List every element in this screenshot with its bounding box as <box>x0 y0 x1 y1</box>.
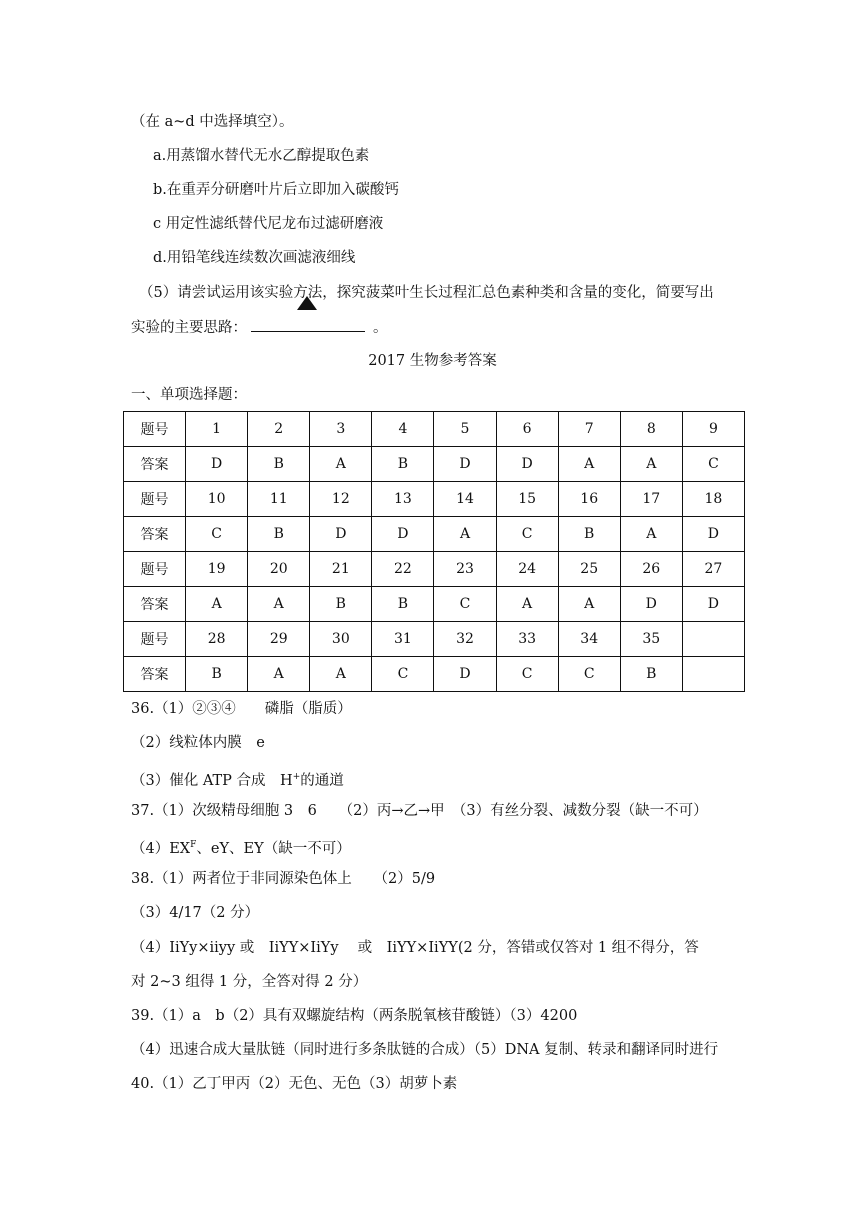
table-cell: 14 <box>434 482 496 517</box>
table-cell: 24 <box>496 552 558 587</box>
answer-36-line3 <box>131 767 344 791</box>
answer-37-line2-text: （4）EX <box>131 840 191 857</box>
table-cell: 35 <box>620 622 682 657</box>
table-cell: D <box>434 447 496 482</box>
table-row <box>124 587 745 622</box>
table-cell: B <box>620 657 682 692</box>
table-cell: 17 <box>620 482 682 517</box>
table-row <box>124 482 745 517</box>
table-cell: B <box>248 517 310 552</box>
option-a: a.用蒸馏水替代无水乙醇提取色素 <box>153 148 370 164</box>
table-cell: 20 <box>248 552 310 587</box>
table-cell: C <box>558 657 620 692</box>
row-header-cell: 答案 <box>124 587 186 622</box>
table-cell <box>682 657 744 692</box>
question-5-suffix: 。 <box>373 320 388 336</box>
row-header-cell: 答案 <box>124 657 186 692</box>
table-cell: 1 <box>186 412 248 447</box>
table-cell: 32 <box>434 622 496 657</box>
table-cell: D <box>682 517 744 552</box>
table-cell: 2 <box>248 412 310 447</box>
table-row <box>124 517 745 552</box>
table-cell: A <box>558 587 620 622</box>
row-header-cell: 题号 <box>124 622 186 657</box>
table-cell: A <box>496 587 558 622</box>
option-c: c 用定性滤纸替代尼龙布过滤研磨液 <box>153 216 384 232</box>
table-cell: A <box>248 587 310 622</box>
table-cell: A <box>310 447 372 482</box>
table-row <box>124 447 745 482</box>
table-cell: A <box>434 517 496 552</box>
option-d: d.用铅笔线连续数次画滤液细线 <box>153 250 356 266</box>
row-header-cell: 答案 <box>124 517 186 552</box>
row-header-cell: 题号 <box>124 552 186 587</box>
answer-37-line2-tail: 、eY、EY（缺一不可） <box>196 840 351 857</box>
answer-40-line1: 40.（1）乙丁甲丙（2）无色、无色（3）胡萝卜素 <box>131 1076 458 1092</box>
table-cell: C <box>496 657 558 692</box>
table-cell: C <box>496 517 558 552</box>
table-cell: B <box>310 587 372 622</box>
row-header-cell: 题号 <box>124 482 186 517</box>
table-cell: D <box>496 447 558 482</box>
table-cell: 18 <box>682 482 744 517</box>
table-cell: A <box>558 447 620 482</box>
table-cell: D <box>372 517 434 552</box>
table-cell: A <box>310 657 372 692</box>
question-5-line2 <box>131 317 388 338</box>
table-cell: 21 <box>310 552 372 587</box>
table-cell: B <box>372 587 434 622</box>
table-cell: C <box>682 447 744 482</box>
answer-table <box>123 411 745 692</box>
superscript: F <box>190 840 197 850</box>
table-cell: A <box>186 587 248 622</box>
table-cell: D <box>620 587 682 622</box>
answer-38-line4: 对 2~3 组得 1 分，全答对得 2 分） <box>131 974 368 990</box>
answer-37-line2 <box>131 835 351 859</box>
table-cell: 11 <box>248 482 310 517</box>
answer-36-line2: （2）线粒体内膜 e <box>131 735 265 751</box>
table-cell: 12 <box>310 482 372 517</box>
table-cell: 26 <box>620 552 682 587</box>
table-cell: A <box>620 517 682 552</box>
table-cell: 10 <box>186 482 248 517</box>
table-cell: 30 <box>310 622 372 657</box>
question-5-prefix: 实验的主要思路： <box>131 320 247 336</box>
table-cell: A <box>620 447 682 482</box>
row-header-cell: 题号 <box>124 412 186 447</box>
answer-38-line2: （3）4/17（2 分） <box>131 905 260 921</box>
answer-38-line3: （4）IiYy×iiyy 或 IiYY×IiYy 或 IiYY×IiYY(2 分，答错或仅答对 1 组不得分，答 <box>131 940 699 956</box>
table-cell: 4 <box>372 412 434 447</box>
table-cell: B <box>186 657 248 692</box>
question-prompt: （在 a~d 中选择填空）。 <box>131 114 294 130</box>
table-cell: 22 <box>372 552 434 587</box>
table-cell: D <box>186 447 248 482</box>
triangle-marker-icon <box>297 296 317 310</box>
table-cell <box>682 622 744 657</box>
answer-title: 2017 生物参考答案 <box>368 353 497 369</box>
answer-36-line1: 36.（1）②③④ 磷脂（脂质） <box>131 701 352 717</box>
table-row <box>124 657 745 692</box>
table-cell: D <box>682 587 744 622</box>
table-cell: 16 <box>558 482 620 517</box>
section-title: 一、单项选择题： <box>131 387 247 403</box>
table-cell: C <box>186 517 248 552</box>
table-cell: B <box>558 517 620 552</box>
answer-39-line2: （4）迅速合成大量肽链（同时进行多条肽链的合成）（5）DNA 复制、转录和翻译同时进行 <box>131 1042 719 1058</box>
table-row <box>124 552 745 587</box>
table-cell: 9 <box>682 412 744 447</box>
table-cell: 3 <box>310 412 372 447</box>
table-cell: C <box>434 587 496 622</box>
table-cell: 13 <box>372 482 434 517</box>
answer-39-line1: 39.（1）a b（2）具有双螺旋结构（两条脱氧核苷酸链）（3）4200 <box>131 1008 578 1024</box>
table-cell: B <box>248 447 310 482</box>
table-cell: 7 <box>558 412 620 447</box>
table-cell: C <box>372 657 434 692</box>
option-b: b.在重弄分研磨叶片后立即加入碳酸钙 <box>153 182 399 198</box>
table-cell: 34 <box>558 622 620 657</box>
table-cell: 15 <box>496 482 558 517</box>
table-cell: 33 <box>496 622 558 657</box>
table-row <box>124 412 745 447</box>
table-cell: D <box>434 657 496 692</box>
table-cell: D <box>310 517 372 552</box>
table-cell: 6 <box>496 412 558 447</box>
answer-blank[interactable] <box>251 317 365 332</box>
answer-38-line1: 38.（1）两者位于非同源染色体上 （2）5/9 <box>131 871 436 887</box>
table-cell: 25 <box>558 552 620 587</box>
table-cell: 28 <box>186 622 248 657</box>
table-cell: 29 <box>248 622 310 657</box>
answer-36-line3-text: （3）催化 ATP 合成 H <box>131 772 293 789</box>
answer-36-line3-tail: 的通道 <box>300 772 344 789</box>
table-cell: 19 <box>186 552 248 587</box>
answer-37-line1: 37.（1）次级精母细胞 3 6 （2）丙→乙→甲 （3）有丝分裂、减数分裂（缺一不可） <box>131 803 708 819</box>
question-5-line1: （5）请尝试运用该实验方法，探究菠菜叶生长过程汇总色素种类和含量的变化，简要写出 <box>139 285 714 301</box>
table-cell: A <box>248 657 310 692</box>
table-row <box>124 622 745 657</box>
table-cell: 31 <box>372 622 434 657</box>
table-cell: 5 <box>434 412 496 447</box>
table-cell: 23 <box>434 552 496 587</box>
table-cell: 8 <box>620 412 682 447</box>
table-cell: B <box>372 447 434 482</box>
table-cell: 27 <box>682 552 744 587</box>
row-header-cell: 答案 <box>124 447 186 482</box>
superscript: + <box>292 772 301 782</box>
